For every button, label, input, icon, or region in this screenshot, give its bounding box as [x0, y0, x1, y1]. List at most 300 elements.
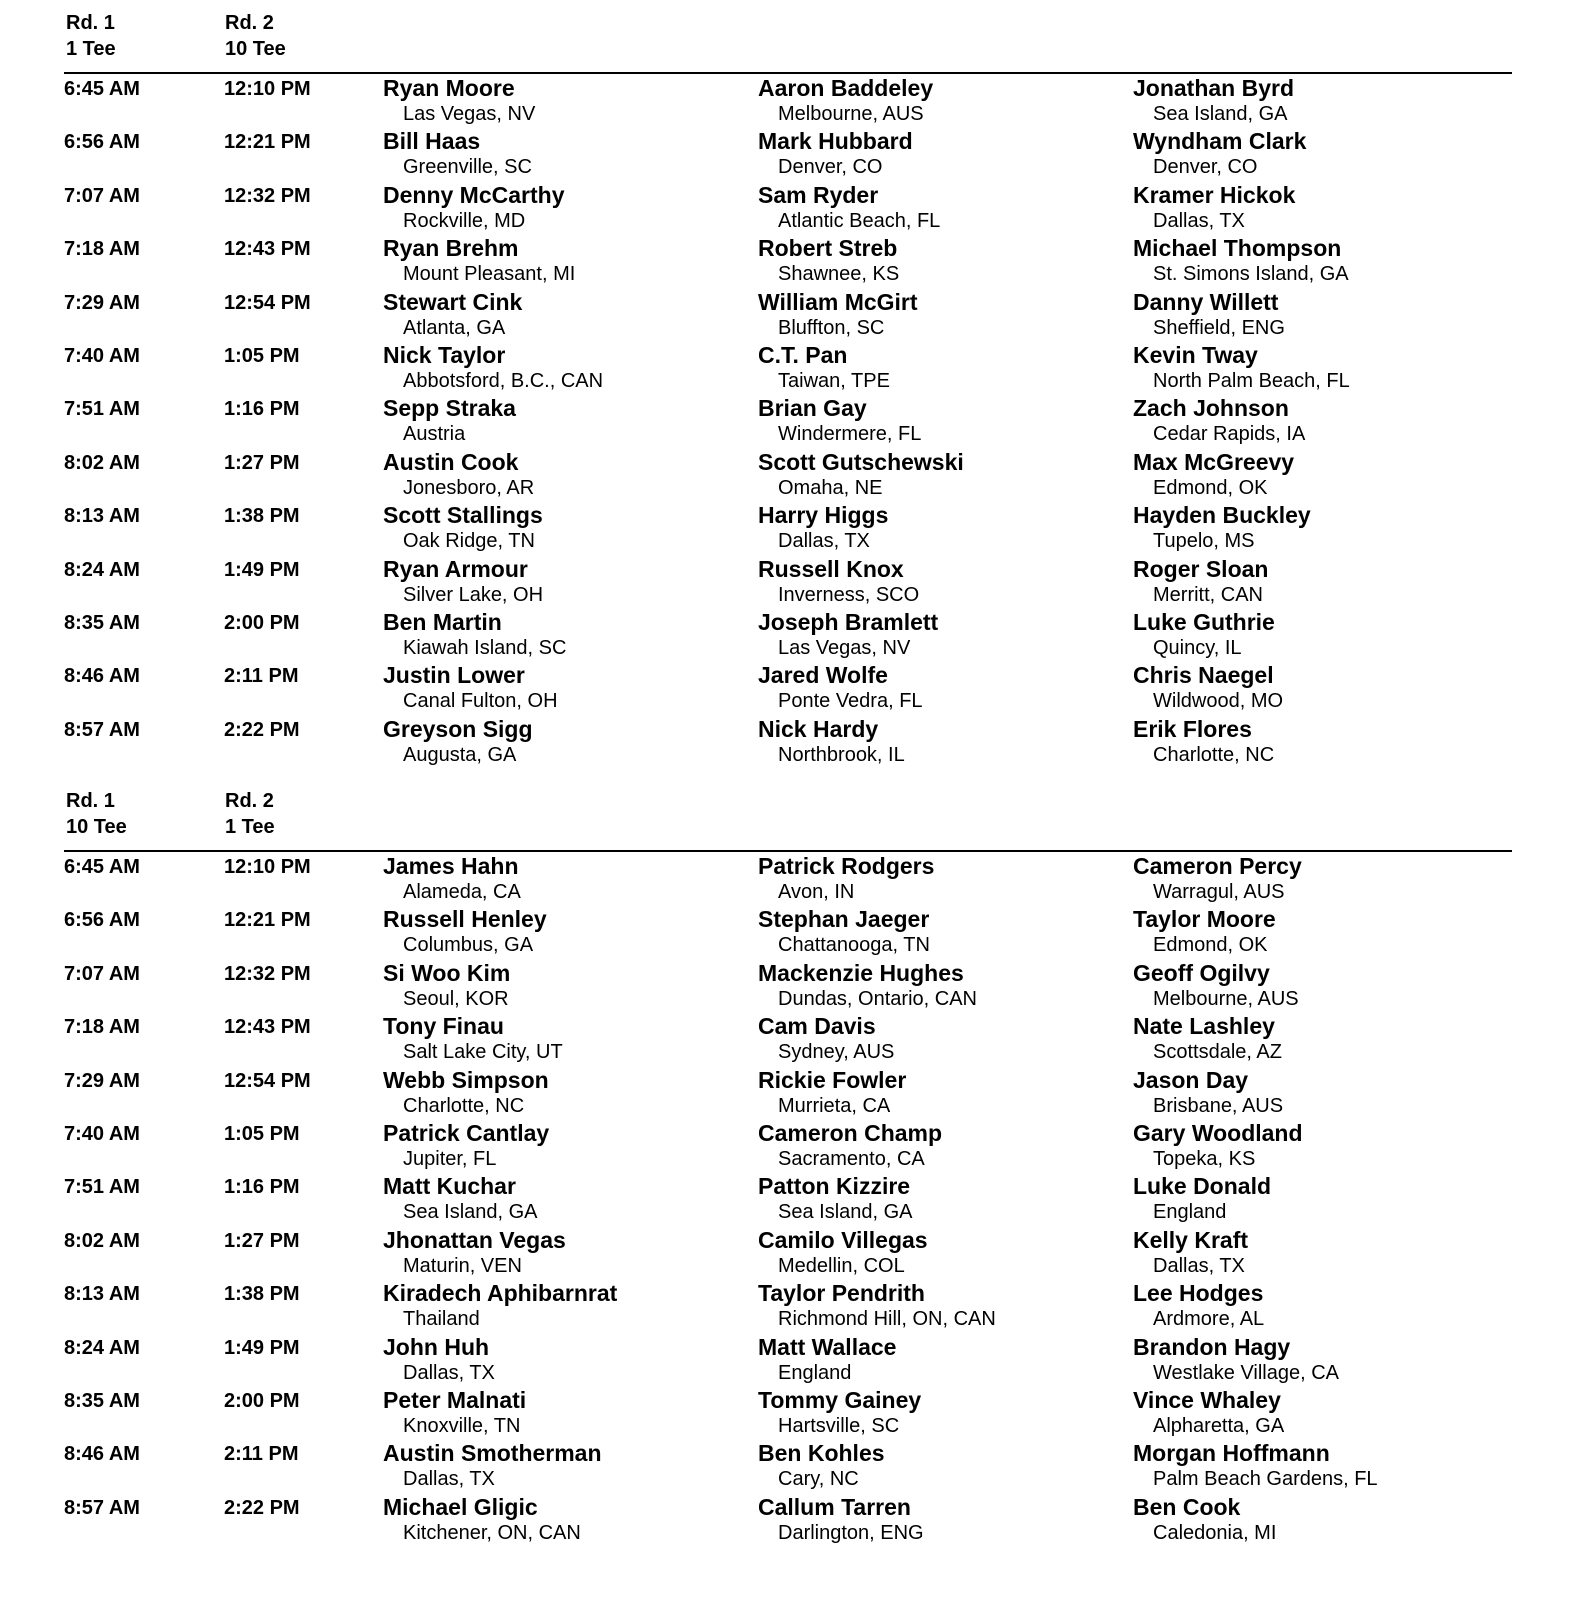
player-name: Nick Hardy — [758, 715, 879, 742]
player-name: Geoff Ogilvy — [1133, 959, 1270, 986]
player-entry — [758, 395, 921, 446]
player-hometown: Melbourne, AUS — [778, 103, 924, 125]
player-name: Lee Hodges — [1133, 1280, 1264, 1307]
player-hometown: Las Vegas, NV — [403, 103, 536, 125]
player-hometown: Canal Fulton, OH — [403, 690, 558, 713]
rd2-time: 1:16 PM — [224, 1176, 300, 1199]
tee-time-rows — [0, 851, 1582, 1545]
player-entry — [383, 235, 575, 286]
rd2-time: 12:21 PM — [224, 909, 311, 932]
rd1-time: 8:35 AM — [64, 611, 140, 634]
player-entry — [1133, 609, 1275, 660]
section-header — [0, 10, 1582, 62]
player-hometown: Austria — [403, 423, 466, 446]
table-row — [0, 1065, 1582, 1118]
player-name: Michael Thompson — [1133, 235, 1342, 262]
player-hometown: Richmond Hill, ON, CAN — [778, 1308, 996, 1331]
player-entry — [758, 342, 890, 393]
player-name: Kramer Hickok — [1133, 181, 1296, 208]
player-entry — [383, 1280, 617, 1331]
player-entry — [383, 906, 547, 957]
player-entry — [758, 1173, 913, 1224]
rd2-header — [225, 10, 286, 62]
table-row — [0, 1225, 1582, 1278]
player-hometown: Sheffield, ENG — [1153, 316, 1285, 339]
player-hometown: Denver, CO — [1153, 156, 1258, 179]
player-name: Morgan Hoffmann — [1133, 1440, 1330, 1467]
player-hometown: England — [778, 1361, 852, 1384]
player-name: James Hahn — [383, 853, 519, 879]
player-entry — [383, 1173, 538, 1224]
player-name: Michael Gligic — [383, 1493, 538, 1520]
player-entry — [383, 182, 564, 233]
player-hometown: Ardmore, AL — [1153, 1308, 1265, 1331]
player-name: Si Woo Kim — [383, 959, 511, 986]
player-entry — [758, 906, 930, 957]
rd1-time: 6:45 AM — [64, 78, 140, 100]
rd2-time: 1:27 PM — [224, 451, 300, 474]
table-row — [0, 607, 1582, 660]
player-name: C.T. Pan — [758, 341, 848, 368]
player-name: Danny Willett — [1133, 288, 1279, 315]
player-entry — [758, 1227, 928, 1278]
player-entry — [1133, 1440, 1378, 1491]
player-name: Luke Guthrie — [1133, 608, 1275, 635]
player-name: Joseph Bramlett — [758, 608, 939, 635]
rd2-time: 12:54 PM — [224, 291, 311, 314]
player-entry — [383, 1387, 526, 1438]
player-hometown: Atlantic Beach, FL — [778, 209, 941, 232]
rd1-header — [66, 788, 127, 840]
rd2-time: 12:32 PM — [224, 962, 311, 985]
table-row — [0, 851, 1582, 904]
player-hometown: Melbourne, AUS — [1153, 987, 1299, 1010]
rd1-time: 8:13 AM — [64, 505, 140, 528]
player-name: Kiradech Aphibarnrat — [383, 1280, 618, 1307]
rd2-time: 2:11 PM — [224, 665, 299, 688]
rd2-time: 1:38 PM — [224, 1283, 300, 1306]
player-name: Chris Naegel — [1133, 662, 1274, 689]
table-row — [0, 1385, 1582, 1438]
rd2-time: 12:43 PM — [224, 1016, 311, 1039]
player-hometown: Columbus, GA — [403, 934, 534, 957]
rd2-time: 12:21 PM — [224, 131, 311, 154]
player-hometown: Edmond, OK — [1153, 476, 1268, 499]
player-name: Patrick Rodgers — [758, 853, 935, 879]
player-entry — [758, 853, 934, 904]
rd2-header — [225, 788, 275, 840]
player-entry — [1133, 235, 1349, 286]
rd2-time: 1:05 PM — [224, 344, 300, 367]
player-entry — [1133, 662, 1283, 713]
player-entry — [383, 502, 543, 553]
player-hometown: Hartsville, SC — [778, 1414, 900, 1437]
table-row — [0, 233, 1582, 286]
player-name: Bill Haas — [383, 128, 481, 155]
table-row — [0, 500, 1582, 553]
player-hometown: England — [1153, 1201, 1227, 1224]
rd2-time: 2:00 PM — [224, 611, 300, 634]
player-name: Jason Day — [1133, 1066, 1249, 1093]
rd2-time: 1:05 PM — [224, 1122, 300, 1145]
player-hometown: Dallas, TX — [403, 1361, 495, 1384]
player-entry — [758, 235, 899, 286]
player-hometown: Cary, NC — [778, 1468, 859, 1491]
player-entry — [383, 1440, 602, 1491]
section-header — [0, 788, 1582, 840]
player-name: Ryan Moore — [383, 75, 515, 101]
player-name: Matt Wallace — [758, 1333, 897, 1360]
rd1-time: 8:24 AM — [64, 1336, 140, 1359]
rd1-label: Rd. 1 — [66, 12, 115, 34]
table-row — [0, 180, 1582, 233]
player-name: Jared Wolfe — [758, 662, 888, 689]
player-hometown: Brisbane, AUS — [1153, 1094, 1284, 1117]
player-hometown: Windermere, FL — [778, 423, 922, 446]
player-name: Cameron Percy — [1133, 853, 1302, 879]
rd1-time: 7:51 AM — [64, 398, 140, 421]
player-name: Nate Lashley — [1133, 1013, 1275, 1040]
player-entry — [1133, 556, 1268, 607]
player-name: Taylor Moore — [1133, 906, 1276, 933]
player-name: Ben Cook — [1133, 1493, 1241, 1520]
player-hometown: Cedar Rapids, IA — [1153, 423, 1306, 446]
player-entry — [1133, 960, 1299, 1011]
player-hometown: Abbotsford, B.C., CAN — [403, 369, 604, 392]
player-entry — [758, 1440, 885, 1491]
player-hometown: Shawnee, KS — [778, 263, 900, 286]
player-entry — [383, 128, 532, 179]
rd1-time: 7:40 AM — [64, 1122, 140, 1145]
player-name: Matt Kuchar — [383, 1173, 516, 1200]
player-name: Stewart Cink — [383, 288, 523, 315]
table-row — [0, 1438, 1582, 1491]
table-row — [0, 660, 1582, 713]
player-entry — [1133, 342, 1350, 393]
table-row — [0, 340, 1582, 393]
player-entry — [383, 662, 558, 713]
player-entry — [758, 1494, 924, 1545]
player-entry — [758, 1280, 996, 1331]
table-row — [0, 1171, 1582, 1224]
player-name: Roger Sloan — [1133, 555, 1269, 582]
player-name: Ryan Armour — [383, 555, 528, 582]
player-entry — [758, 502, 888, 553]
player-name: Russell Knox — [758, 555, 904, 582]
rd1-time: 8:57 AM — [64, 1496, 140, 1519]
player-hometown: Greenville, SC — [403, 156, 532, 179]
player-entry — [1133, 1120, 1303, 1171]
player-name: Cameron Champ — [758, 1119, 943, 1146]
rd1-time: 8:02 AM — [64, 1229, 140, 1252]
player-name: Brandon Hagy — [1133, 1333, 1291, 1360]
player-hometown: Medellin, COL — [778, 1254, 905, 1277]
player-name: Mackenzie Hughes — [758, 959, 964, 986]
player-hometown: Augusta, GA — [403, 743, 517, 766]
player-entry — [758, 75, 933, 126]
tee-time-rows — [0, 73, 1582, 767]
player-entry — [758, 960, 977, 1011]
rd1-time: 7:40 AM — [64, 344, 140, 367]
player-hometown: Kiawah Island, SC — [403, 636, 567, 659]
player-entry — [1133, 128, 1306, 179]
player-hometown: Murrieta, CA — [778, 1094, 891, 1117]
rd1-header — [66, 10, 116, 62]
player-hometown: Omaha, NE — [778, 476, 883, 499]
player-name: Ryan Brehm — [383, 235, 519, 262]
player-entry — [383, 75, 535, 126]
rd2-time: 2:11 PM — [224, 1443, 299, 1466]
table-row — [0, 447, 1582, 500]
player-hometown: Darlington, ENG — [778, 1521, 924, 1544]
player-entry — [383, 1013, 563, 1064]
player-name: Scott Gutschewski — [758, 448, 964, 475]
player-hometown: Dallas, TX — [778, 530, 870, 553]
table-row — [0, 287, 1582, 340]
player-hometown: Seoul, KOR — [403, 987, 509, 1010]
player-entry — [758, 182, 940, 233]
player-entry — [758, 1067, 906, 1118]
player-hometown: Thailand — [403, 1308, 480, 1331]
player-name: Russell Henley — [383, 906, 547, 933]
player-entry — [1133, 1173, 1271, 1224]
rd2-time: 12:10 PM — [224, 78, 311, 100]
rd2-time: 2:22 PM — [224, 718, 300, 741]
player-entry — [383, 1494, 581, 1545]
rd1-time: 8:57 AM — [64, 718, 140, 741]
player-entry — [1133, 1494, 1276, 1545]
player-entry — [1133, 906, 1276, 957]
player-entry — [1133, 853, 1302, 904]
player-entry — [1133, 1387, 1284, 1438]
player-name: Wyndham Clark — [1133, 128, 1307, 155]
player-entry — [383, 556, 543, 607]
rd2-time: 12:54 PM — [224, 1069, 311, 1092]
player-hometown: Merritt, CAN — [1153, 583, 1263, 606]
table-row — [0, 958, 1582, 1011]
player-entry — [758, 1387, 921, 1438]
player-hometown: Ponte Vedra, FL — [778, 690, 923, 713]
player-hometown: North Palm Beach, FL — [1153, 369, 1350, 392]
player-entry — [1133, 395, 1305, 446]
player-hometown: Palm Beach Gardens, FL — [1153, 1468, 1378, 1491]
player-hometown: Topeka, KS — [1153, 1147, 1256, 1170]
player-name: Zach Johnson — [1133, 395, 1289, 422]
rd2-tee: 10 Tee — [225, 38, 286, 60]
player-hometown: Bluffton, SC — [778, 316, 885, 339]
table-row — [0, 73, 1582, 126]
player-hometown: Dallas, TX — [1153, 209, 1245, 232]
player-hometown: Maturin, VEN — [403, 1254, 522, 1277]
player-hometown: St. Simons Island, GA — [1153, 263, 1349, 286]
rd1-time: 7:07 AM — [64, 184, 140, 207]
player-entry — [758, 449, 964, 500]
player-name: Tony Finau — [383, 1013, 504, 1040]
player-hometown: Warragul, AUS — [1153, 881, 1285, 903]
player-name: Austin Smotherman — [383, 1440, 602, 1467]
player-hometown: Knoxville, TN — [403, 1414, 521, 1437]
player-hometown: Denver, CO — [778, 156, 883, 179]
player-entry — [758, 716, 905, 767]
player-name: Nick Taylor — [383, 341, 506, 368]
player-entry — [1133, 289, 1285, 340]
player-name: Luke Donald — [1133, 1173, 1272, 1200]
rd1-time: 8:46 AM — [64, 665, 140, 688]
table-row — [0, 393, 1582, 446]
rd2-time: 12:43 PM — [224, 238, 311, 261]
table-row — [0, 1278, 1582, 1331]
player-entry — [383, 1334, 495, 1385]
player-hometown: Alpharetta, GA — [1153, 1414, 1285, 1437]
table-row — [0, 554, 1582, 607]
rd1-time: 8:24 AM — [64, 558, 140, 581]
player-hometown: Sea Island, GA — [778, 1201, 913, 1224]
player-entry — [1133, 449, 1294, 500]
table-row — [0, 714, 1582, 767]
player-name: Camilo Villegas — [758, 1226, 928, 1253]
player-hometown: Charlotte, NC — [403, 1094, 525, 1117]
rd1-time: 8:46 AM — [64, 1443, 140, 1466]
rd1-tee: 1 Tee — [66, 38, 116, 60]
rd1-time: 7:29 AM — [64, 1069, 140, 1092]
player-name: Callum Tarren — [758, 1493, 911, 1520]
player-hometown: Atlanta, GA — [403, 316, 506, 339]
player-hometown: Caledonia, MI — [1153, 1521, 1277, 1544]
player-entry — [383, 960, 510, 1011]
player-hometown: Avon, IN — [778, 881, 855, 903]
player-name: Cam Davis — [758, 1013, 876, 1040]
player-name: Taylor Pendrith — [758, 1280, 925, 1307]
player-entry — [1133, 75, 1294, 126]
player-name: Jhonattan Vegas — [383, 1226, 566, 1253]
player-name: Kevin Tway — [1133, 341, 1258, 368]
player-entry — [1133, 1227, 1248, 1278]
player-hometown: Inverness, SCO — [778, 583, 920, 606]
player-name: Brian Gay — [758, 395, 867, 422]
player-hometown: Wildwood, MO — [1153, 690, 1284, 713]
table-row — [0, 126, 1582, 179]
player-name: Erik Flores — [1133, 715, 1252, 742]
player-name: Hayden Buckley — [1133, 502, 1311, 529]
player-entry — [758, 1334, 896, 1385]
rd2-time: 2:22 PM — [224, 1496, 300, 1519]
player-name: Webb Simpson — [383, 1066, 549, 1093]
player-name: Jonathan Byrd — [1133, 75, 1295, 101]
rd2-time: 12:32 PM — [224, 184, 311, 207]
player-hometown: Salt Lake City, UT — [403, 1041, 563, 1064]
player-name: Peter Malnati — [383, 1386, 527, 1413]
player-entry — [758, 1120, 942, 1171]
rd2-tee: 1 Tee — [225, 816, 275, 838]
player-entry — [383, 853, 521, 904]
player-name: Patton Kizzire — [758, 1173, 911, 1200]
rd1-time: 6:56 AM — [64, 131, 140, 154]
player-hometown: Jonesboro, AR — [403, 476, 535, 499]
player-entry — [383, 1227, 566, 1278]
player-entry — [1133, 1013, 1282, 1064]
player-name: William McGirt — [758, 288, 918, 315]
player-hometown: Jupiter, FL — [403, 1147, 497, 1170]
player-hometown: Kitchener, ON, CAN — [403, 1521, 581, 1544]
player-entry — [383, 716, 533, 767]
rd2-label: Rd. 2 — [225, 790, 274, 812]
player-hometown: Sea Island, GA — [403, 1201, 538, 1224]
player-name: Patrick Cantlay — [383, 1119, 550, 1146]
table-row — [0, 1332, 1582, 1385]
player-entry — [383, 1067, 549, 1118]
player-name: Sepp Straka — [383, 395, 516, 422]
player-name: Aaron Baddeley — [758, 75, 934, 101]
rd2-label: Rd. 2 — [225, 12, 274, 34]
player-entry — [758, 128, 913, 179]
rd1-time: 8:02 AM — [64, 451, 140, 474]
player-name: Robert Streb — [758, 235, 898, 262]
player-name: Stephan Jaeger — [758, 906, 930, 933]
rd1-time: 7:51 AM — [64, 1176, 140, 1199]
player-entry — [383, 395, 516, 446]
rd1-time: 7:18 AM — [64, 1016, 140, 1039]
rd1-time: 8:35 AM — [64, 1389, 140, 1412]
player-hometown: Alameda, CA — [403, 881, 521, 903]
player-hometown: Scottsdale, AZ — [1153, 1041, 1282, 1064]
player-entry — [383, 449, 534, 500]
player-name: Greyson Sigg — [383, 715, 533, 742]
rd1-time: 7:29 AM — [64, 291, 140, 314]
player-hometown: Las Vegas, NV — [778, 636, 911, 659]
player-entry — [383, 342, 603, 393]
rd1-time: 6:56 AM — [64, 909, 140, 932]
player-hometown: Sacramento, CA — [778, 1147, 925, 1170]
player-hometown: Chattanooga, TN — [778, 934, 930, 957]
player-hometown: Mount Pleasant, MI — [403, 263, 576, 286]
rd1-time: 7:18 AM — [64, 238, 140, 261]
player-hometown: Edmond, OK — [1153, 934, 1268, 957]
player-hometown: Dallas, TX — [403, 1468, 495, 1491]
player-hometown: Tupelo, MS — [1153, 530, 1255, 553]
player-entry — [1133, 716, 1274, 767]
player-entry — [383, 289, 522, 340]
player-name: Harry Higgs — [758, 502, 889, 529]
player-entry — [1133, 182, 1295, 233]
rd2-time: 1:27 PM — [224, 1229, 300, 1252]
rd1-tee: 10 Tee — [66, 816, 127, 838]
player-entry — [1133, 1334, 1339, 1385]
player-hometown: Silver Lake, OH — [403, 583, 544, 606]
player-hometown: Rockville, MD — [403, 209, 526, 232]
player-name: Ben Kohles — [758, 1440, 885, 1467]
player-entry — [1133, 1280, 1264, 1331]
rd2-time: 1:49 PM — [224, 558, 300, 581]
player-hometown: Northbrook, IL — [778, 743, 905, 766]
rd2-time: 12:10 PM — [224, 856, 311, 878]
player-name: John Huh — [383, 1333, 490, 1360]
player-hometown: Sydney, AUS — [778, 1041, 895, 1064]
rd2-time: 1:49 PM — [224, 1336, 300, 1359]
player-hometown: Dallas, TX — [1153, 1254, 1245, 1277]
rd1-time: 8:13 AM — [64, 1283, 140, 1306]
player-name: Scott Stallings — [383, 502, 543, 529]
player-entry — [383, 1120, 549, 1171]
rd2-time: 1:38 PM — [224, 505, 300, 528]
rd2-time: 2:00 PM — [224, 1389, 300, 1412]
player-name: Kelly Kraft — [1133, 1226, 1249, 1253]
rd1-label: Rd. 1 — [66, 790, 115, 812]
player-name: Mark Hubbard — [758, 128, 913, 155]
table-row — [0, 1492, 1582, 1545]
player-entry — [758, 662, 923, 713]
player-name: Rickie Fowler — [758, 1066, 907, 1093]
player-hometown: Charlotte, NC — [1153, 743, 1275, 766]
